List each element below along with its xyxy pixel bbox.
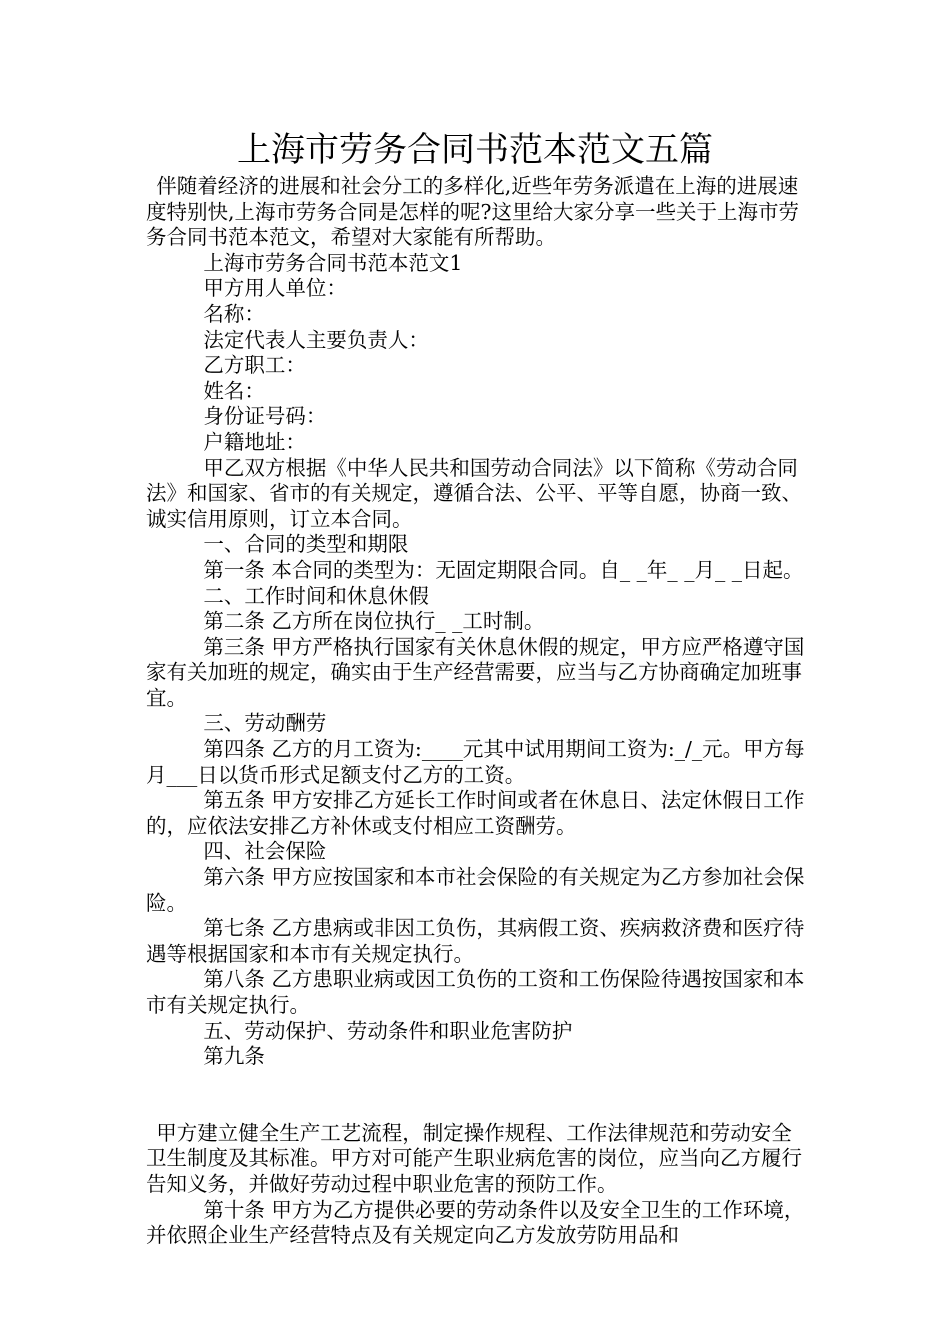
form-field-label: 法定代表人主要负责人： [203,327,429,352]
form-field-label: 甲方用人单位： [203,276,347,301]
form-field-label: 户籍地址： [203,429,306,454]
section-heading: 一、合同的类型和期限 [203,532,409,557]
contract-paragraph: 甲乙双方根据《中华人民共和国劳动合同法》以下简称《劳动合同法》和国家、省市的有关规定，遵循合法、公平、平等自愿，协商一致、诚实信用原则，订立本合同。 [146,455,802,531]
article-paragraph: 第七条 乙方患病或非因工负伤，其病假工资、疾病救济费和医疗待遇等根据国家和本市有关规定执行。 [146,916,805,966]
article-paragraph: 第二条 乙方所在岗位执行_ _工时制。 [203,609,545,634]
form-field-label: 乙方职工： [203,353,306,378]
section-heading: 五、劳动保护、劳动条件和职业危害防护 [203,1018,573,1043]
section-heading: 二、工作时间和休息休假 [203,583,429,608]
article-paragraph: 第十条 甲方为乙方提供必要的劳动条件以及安全卫生的工作环境，并依照企业生产经营特点及有关规定向乙方发放劳防用品和 [146,1197,805,1248]
article-paragraph: 第四条 乙方的月工资为:____元其中试用期间工资为:_/_元。甲方每月___日以货币形式足额支付乙方的工资。 [146,737,805,787]
form-field-label: 名称： [203,301,265,326]
document-title: 上海市劳务合同书范本范文五篇 [237,130,713,170]
article-paragraph: 第一条 本合同的类型为：无固定期限合同。自_ _年_ _月_ _日起。 [203,557,804,582]
form-field-label: 身份证号码： [203,404,327,429]
document-body [146,174,810,1249]
form-field-label: 姓名： [203,378,265,403]
article-paragraph: 第八条 乙方患职业病或因工负伤的工资和工伤保险待遇按国家和本市有关规定执行。 [146,967,805,1017]
article-paragraph: 第五条 甲方安排乙方延长工作时间或者在休息日、法定休假日工作的，应依法安排乙方补休或支付相应工资酬劳。 [146,788,805,838]
article-paragraph: 第六条 甲方应按国家和本市社会保险的有关规定为乙方参加社会保险。 [146,865,805,915]
section-heading: 三、劳动酬劳 [203,711,327,736]
article-paragraph: 甲方建立健全生产工艺流程，制定操作规程、工作法律规范和劳动安全卫生制度及其标准。甲方对可能产生职业病危害的岗位，应当向乙方履行告知义务，并做好劳动过程中职业危害的预防工作。 [146,1120,802,1196]
section-heading: 四、社会保险 [203,839,327,864]
intro-paragraph: 伴随着经济的进展和社会分工的多样化,近些年劳务派遣在上海的进展速度特别快,上海市劳务合同是怎样的呢?这里给大家分享一些关于上海市劳务合同书范本范文，希望对大家能有所帮助。 [146,174,800,250]
article-heading: 第九条 [203,1044,265,1069]
section-heading: 上海市劳务合同书范本范文1 [203,250,463,275]
blank-gap [146,1070,810,1121]
article-paragraph: 第三条 甲方严格执行国家有关休息休假的规定，甲方应严格遵守国家有关加班的规定，确实由于生产经营需要，应当与乙方协商确定加班事宜。 [146,634,805,710]
